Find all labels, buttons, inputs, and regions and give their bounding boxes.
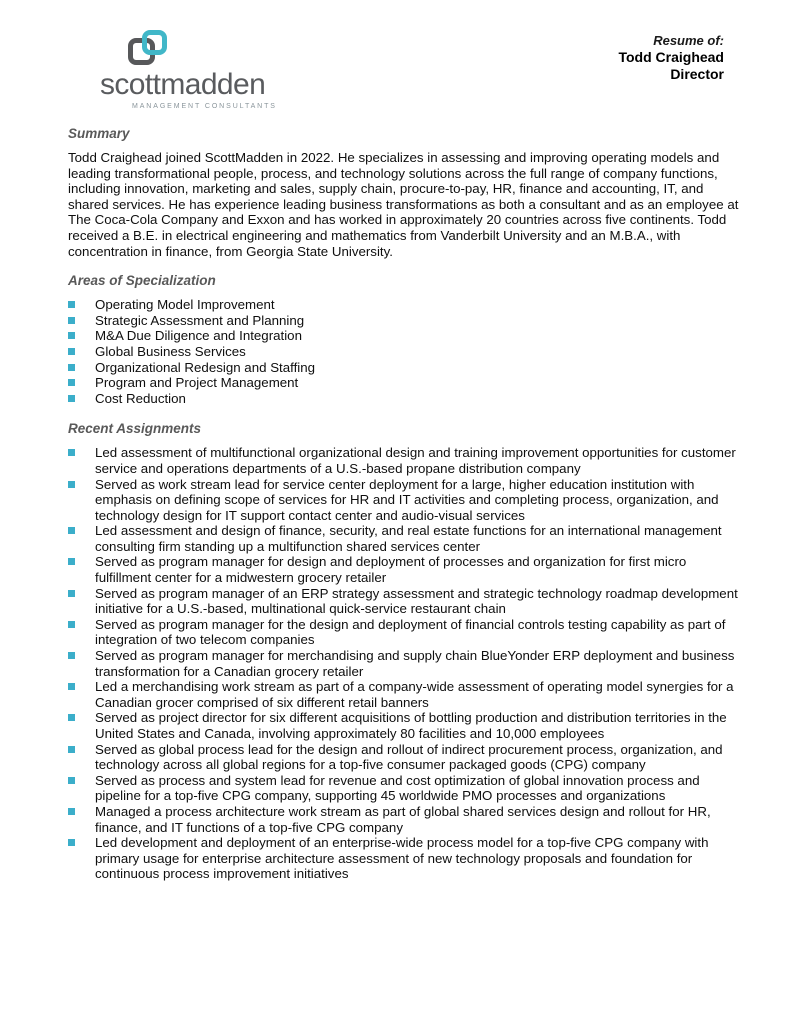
list-item [95, 804, 741, 835]
bullet-square-icon [68, 683, 75, 690]
bullet-square-icon [68, 527, 75, 534]
list-item-text: Cost Reduction [95, 390, 186, 406]
list-item-text: Led development and deployment of an enterprise-wide process model for a top-five CPG company with primary usage for enterprise architecture assessment of new technology proposals and foundation for continuous process improvement initiatives [95, 835, 709, 882]
summary-section [68, 126, 741, 259]
list-item-text: Served as program manager for design and deployment of processes and organization for first micro fulfillment center for a midwestern grocery retailer [95, 554, 687, 586]
logo-wordmark: scottmadden [100, 68, 266, 101]
list-item-text: Operating Model Improvement [95, 297, 275, 313]
recent-assignments-section [68, 421, 741, 882]
areas-heading: Areas of Specialization [68, 273, 216, 289]
list-item [95, 648, 741, 679]
list-item-text: Organizational Redesign and Staffing [95, 359, 316, 375]
bullet-square-icon [68, 652, 75, 659]
bullet-square-icon [68, 332, 75, 339]
list-item-text: Served as project director for six different acquisitions of bottling production and distribution territories in the United States and Canada, involving approximately 80 facilities and 10,000 employees [95, 710, 727, 741]
bullet-square-icon [68, 364, 75, 371]
logo-teal-square-icon [142, 30, 167, 55]
list-item [95, 679, 741, 710]
list-item [95, 391, 741, 407]
scottmadden-logo [68, 26, 277, 110]
person-name: Todd Craighead [618, 49, 724, 65]
page-header [68, 26, 741, 110]
summary-heading: Summary [68, 126, 130, 141]
list-item [95, 297, 741, 313]
list-item-text: Strategic Assessment and Planning [95, 312, 305, 328]
list-item [95, 375, 741, 391]
bullet-square-icon [68, 348, 75, 355]
list-item-text: Served as global process lead for the design and rollout of indirect procurement process, organization, and technology across all global regions for a top-five consumer packaged goods (CPG) company [95, 741, 723, 773]
bullet-square-icon [68, 590, 75, 597]
list-item [95, 328, 741, 344]
assignments-heading: Recent Assignments [68, 421, 202, 437]
bullet-square-icon [68, 621, 75, 628]
bullet-square-icon [68, 558, 75, 565]
list-item [95, 344, 741, 360]
logo-mark-icon [128, 30, 174, 68]
list-item-text: Served as program manager for merchandising and supply chain BlueYonder ERP deployment and business transformation for a Canadian grocery retailer [95, 648, 735, 679]
list-item-text: Global Business Services [95, 343, 246, 359]
bullet-square-icon [68, 714, 75, 721]
bullet-square-icon [68, 449, 75, 456]
bullet-square-icon [68, 481, 75, 488]
summary-paragraph: Todd Craighead joined ScottMadden in 2022. He specializes in assessing and improving operating models and leading transformational people, process, and technology solutions across the full range of company functions, including innovation, marketing and sales, supply chain, procure-to-pay, HR, finance and accounting, IT, and shared services. He has experience leading business transformations as both a consultant and as an employee at The Coca-Cola Company and Exxon and has worked in approximately 20 countries across five continents. Todd received a B.E. in electrical engineering and mathematics from Vanderbilt University and an M.B.A., with concentration in finance, from Georgia State University. [68, 150, 739, 259]
resume-of-block [618, 26, 724, 83]
list-item [95, 360, 741, 376]
bullet-square-icon [68, 301, 75, 308]
list-item [95, 523, 741, 554]
list-item-text: M&A Due Diligence and Integration [95, 328, 302, 344]
list-item-text: Program and Project Management [95, 375, 299, 391]
list-item-text: Served as work stream lead for service center deployment for a large, higher education institution with emphasis on defining scope of services for HR and IT activities and completing process, organization, and technology design for IT support contact center and audio-visual services [95, 476, 719, 523]
bullet-square-icon [68, 777, 75, 784]
list-item [95, 835, 741, 882]
list-item [95, 445, 741, 476]
list-item [95, 313, 741, 329]
list-item [95, 710, 741, 741]
list-item-text: Led a merchandising work stream as part of a company-wide assessment of operating model synergies for a Canadian grocer comprised of six different retail banners [95, 679, 734, 710]
list-item [95, 742, 741, 773]
bullet-square-icon [68, 746, 75, 753]
list-item [95, 617, 741, 648]
bullet-square-icon [68, 317, 75, 324]
list-item-text: Served as program manager for the design and deployment of financial controls testing capability as part of integration of two telecom companies [95, 616, 726, 648]
list-item-text: Managed a process architecture work stream as part of global shared services design and rollout for HR, finance, and IT functions of a top-five CPG company [95, 803, 711, 835]
list-item-text: Led assessment and design of finance, security, and real estate functions for an international management consulting firm standing up a multifunction shared services center [95, 523, 722, 554]
list-item [95, 477, 741, 524]
list-item-text: Served as program manager of an ERP strategy assessment and strategic technology roadmap development initiative for a U.S.-based, multinational quick-service restaurant chain [95, 585, 738, 617]
bullet-square-icon [68, 379, 75, 386]
resume-of-label: Resume of: [653, 33, 724, 48]
assignments-list [68, 445, 741, 882]
bullet-square-icon [68, 395, 75, 402]
list-item [95, 586, 741, 617]
logo-tagline: MANAGEMENT CONSULTANTS [132, 103, 277, 110]
areas-list [68, 297, 741, 406]
list-item [95, 773, 741, 804]
areas-of-specialization-section [68, 273, 741, 406]
list-item-text: Led assessment of multifunctional organizational design and training improvement opportunities for customer service and operations departments of a U.S.-based propane distribution company [95, 445, 736, 476]
list-item-text: Served as process and system lead for revenue and cost optimization of global innovation process and pipeline for a top-five CPG company, supporting 45 worldwide PMO processes and organizations [95, 772, 700, 804]
bullet-square-icon [68, 839, 75, 846]
list-item [95, 554, 741, 585]
person-title: Director [670, 66, 724, 82]
bullet-square-icon [68, 808, 75, 815]
